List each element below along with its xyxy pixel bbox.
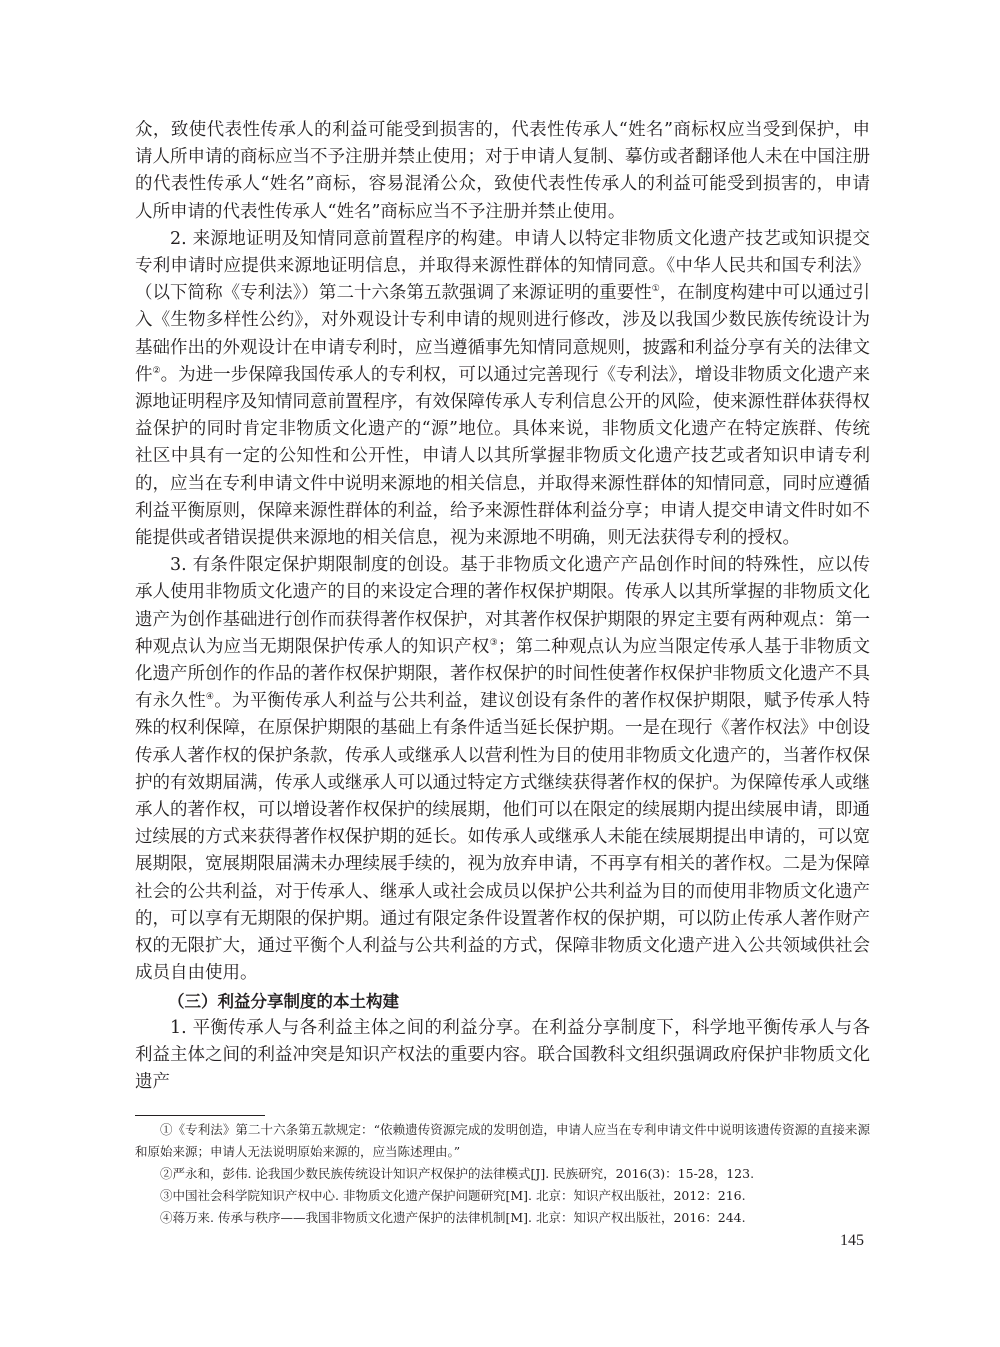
paragraph-3-part-a: 3. 有条件限定保护期限制度的创设。基于非物质文化遗产产品创作时间的特殊性，应以传承人使用非物质文化遗产的目的来设定合理的著作权保护期限。传承人以其所掌握的非物质文化遗产为创作基础进行创作而获得著作权保护，对其著作权保护期限的界定主要有两种观点：第一种观点认为应当无期限保护传承人的知识产权 — [135, 555, 870, 657]
footnote-marker-1: ① — [651, 284, 660, 295]
paragraph-3-part-b: ；第二种观点认为应当限定传承人基于非物质文化遗产所创作的作品的著作权保护期限，著作权保护的时间性使著作权保护非物质文化遗产不具有永久性 — [135, 636, 871, 712]
paragraph-continued: 众，致使代表性传承人的利益可能受到损害的，代表性传承人“姓名”商标权应当受到保护，申请人所申请的商标应当不予注册并禁止使用；对于申请人复制、摹仿或者翻译他人未在中国注册的代表性传承人“姓名”商标，容易混淆公众，致使代表性传承人的利益可能受到损害的，申请人所申请的代表性传承人“姓名”商标应当不予注册并禁止使用。 — [135, 120, 870, 222]
page-number: 145 — [840, 1232, 864, 1249]
paragraph-2-part-b: ，在制度构建中可以通过引入《生物多样性公约》，对外观设计专利申请的规则进行修改，涉及以我国少数民族传统设计为基础作出的外观设计在申请专利时，应当遵循事先知情同意规则，披露和利益分享有关的法律文件 — [135, 283, 871, 385]
paragraph-3-part-c: 。为平衡传承人利益与公共利益，建议创设有条件的著作权保护期限，赋予传承人特殊的权利保障，在原保护期限的基础上有条件适当延长保护期。一是在现行《著作权法》中创设传承人著作权的保护条款，传承人或继承人以营利性为目的使用非物质文化遗产的，当著作权保护的有效期届满，传承人或继承人可以通过特定方式继续获得著作权的保护。为保障传承人或继承人的著作权，可以增设著作权保护的续展期，他们可以在限定的续展期内提出续展申请，即通过续展的方式来获得著作权保护期的延长。如传承人或继承人未能在续展期提出申请的，可以宽展期限，宽展期限届满未办理续展手续的，视为放弃申请，不再享有相关的著作权。二是为保障社会的公共利益，对于传承人、继承人或社会成员以保护公共利益为目的而使用非物质文化遗产的，可以享有无期限的保护期。通过有限定条件设置著作权的保护期，可以防止传承人著作财产权的无限扩大，通过平衡个人利益与公共利益的方式，保障非物质文化遗产进入公共领域供社会成员自由使用。 — [135, 691, 871, 984]
paragraph-3 — [135, 552, 870, 987]
footnote-3: ③中国社会科学院知识产权中心. 非物质文化遗产保护问题研究[M]. 北京：知识产权出版社，2012：216. — [160, 1188, 746, 1203]
footnote-divider — [135, 1115, 265, 1116]
main-text — [135, 117, 870, 1096]
footnotes — [135, 1119, 870, 1229]
footnote-marker-2: ② — [152, 366, 161, 376]
footnote-4: ④蒋万来. 传承与秩序——我国非物质文化遗产保护的法律机制[M]. 北京：知识产权出版社，2016：244. — [160, 1210, 746, 1225]
paragraph-2-part-a: 2. 来源地证明及知情同意前置程序的构建。申请人以特定非物质文化遗产技艺或知识提交专利申请时应提供来源地证明信息，并取得来源性群体的知情同意。《中华人民共和国专利法》（以下简称《专利法》）第二十六条第五款强调了来源证明的重要性 — [135, 228, 870, 304]
footnote-marker-4: ④ — [205, 692, 215, 703]
footnote-2: ②严永和，彭伟. 论我国少数民族传统设计知识产权保护的法律模式[J]. 民族研究，2016(3)：15-28，123. — [160, 1166, 755, 1181]
paragraph-2 — [135, 226, 870, 552]
section-heading: （三）利益分享制度的本土构建 — [168, 991, 399, 1011]
footnote-1: ①《专利法》第二十六条第五款规定：“依赖遗传资源完成的发明创造，申请人应当在专利申请文件中说明该遗传资源的直接来源和原始来源；申请人无法说明原始来源的，应当陈述理由。” — [135, 1122, 870, 1159]
paragraph-2-part-c: 。为进一步保障我国传承人的专利权，可以通过完善现行《专利法》，增设非物质文化遗产来源地证明程序及知情同意前置程序，有效保障传承人专利信息公开的风险，使来源性群体获得权益保护的同时肯定非物质文化遗产的“源”地位。具体来说，非物质文化遗产在特定族群、传统社区中具有一定的公知性和公开性，申请人以其所掌握非物质文化遗产技艺或者知识申请专利的，应当在专利申请文件中说明来源地的相关信息，并取得来源性群体的知情同意，同时应遵循利益平衡原则，保障来源性群体的利益，给予来源性群体利益分享；申请人提交申请文件时如不能提供或者错误提供来源地的相关信息，视为来源地不明确，则无法获得专利的授权。 — [135, 364, 871, 549]
footnote-marker-3: ③ — [489, 638, 498, 649]
paragraph-4: 1. 平衡传承人与各利益主体之间的利益分享。在利益分享制度下，科学地平衡传承人与各利益主体之间的利益冲突是知识产权法的重要内容。联合国教科文组织强调政府保护非物质文化遗产 — [135, 1017, 870, 1093]
